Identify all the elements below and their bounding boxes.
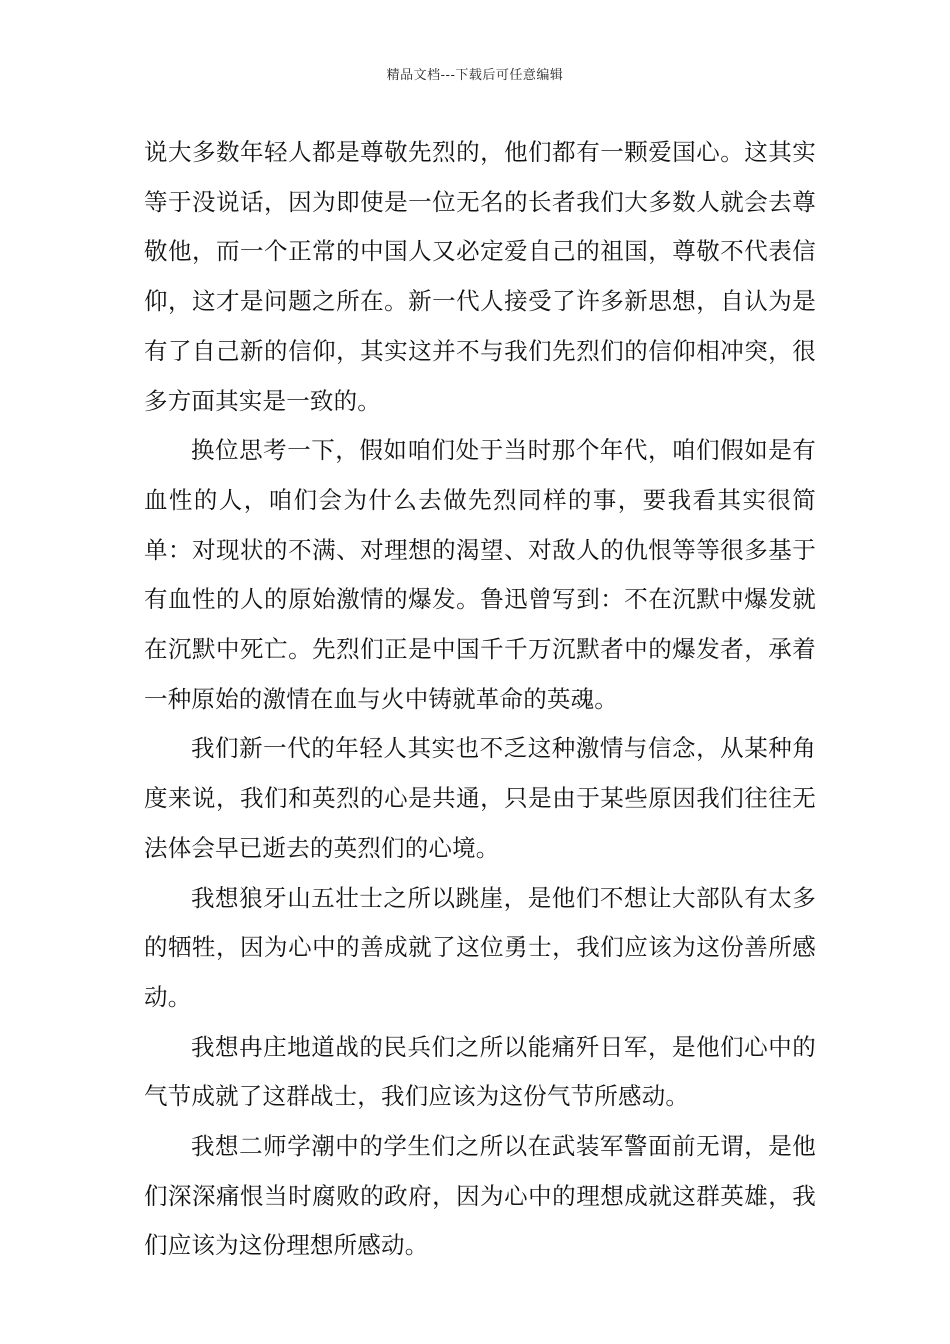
paragraph-5: 我想冉庄地道战的民兵们之所以能痛歼日军，是他们心中的气节成就了这群战士，我们应该为这份气节所感动。 <box>144 1032 816 1111</box>
paragraph-1: 说大多数年轻人都是尊敬先烈的，他们都有一颗爱国心。这其实等于没说话，因为即使是一位无名的长者我们大多数人就会去尊敬他，而一个正常的中国人又必定爱自己的祖国，尊敬不代表信仰，这才是问题之所在。新一代人接受了许多新思想，自认为是有了自己新的信仰，其实这并不与我们先烈们的信仰相冲突，很多方面其实是一致的。 <box>144 138 816 415</box>
paragraph-3: 我们新一代的年轻人其实也不乏这种激情与信念，从某种角度来说，我们和英烈的心是共通，只是由于某些原因我们往往无法体会早已逝去的英烈们的心境。 <box>144 734 816 862</box>
paragraph-4: 我想狼牙山五壮士之所以跳崖，是他们不想让大部队有太多的牺牲，因为心中的善成就了这位勇士，我们应该为这份善所感动。 <box>144 883 816 1011</box>
paragraph-6: 我想二师学潮中的学生们之所以在武装军警面前无谓，是他们深深痛恨当时腐败的政府，因为心中的理想成就这群英雄，我们应该为这份理想所感动。 <box>144 1132 816 1260</box>
page-header: 精品文档---下载后可任意编辑 <box>386 68 564 83</box>
paragraph-2: 换位思考一下，假如咱们处于当时那个年代，咱们假如是有血性的人，咱们会为什么去做先烈同样的事，要我看其实很简单：对现状的不满、对理想的渴望、对敌人的仇恨等等很多基于有血性的人的原始激情的爆发。鲁迅曾写到：不在沉默中爆发就在沉默中死亡。先烈们正是中国千千万沉默者中的爆发者，承着一种原始的激情在血与火中铸就革命的英魂。 <box>144 436 816 713</box>
document-body <box>144 128 816 1271</box>
